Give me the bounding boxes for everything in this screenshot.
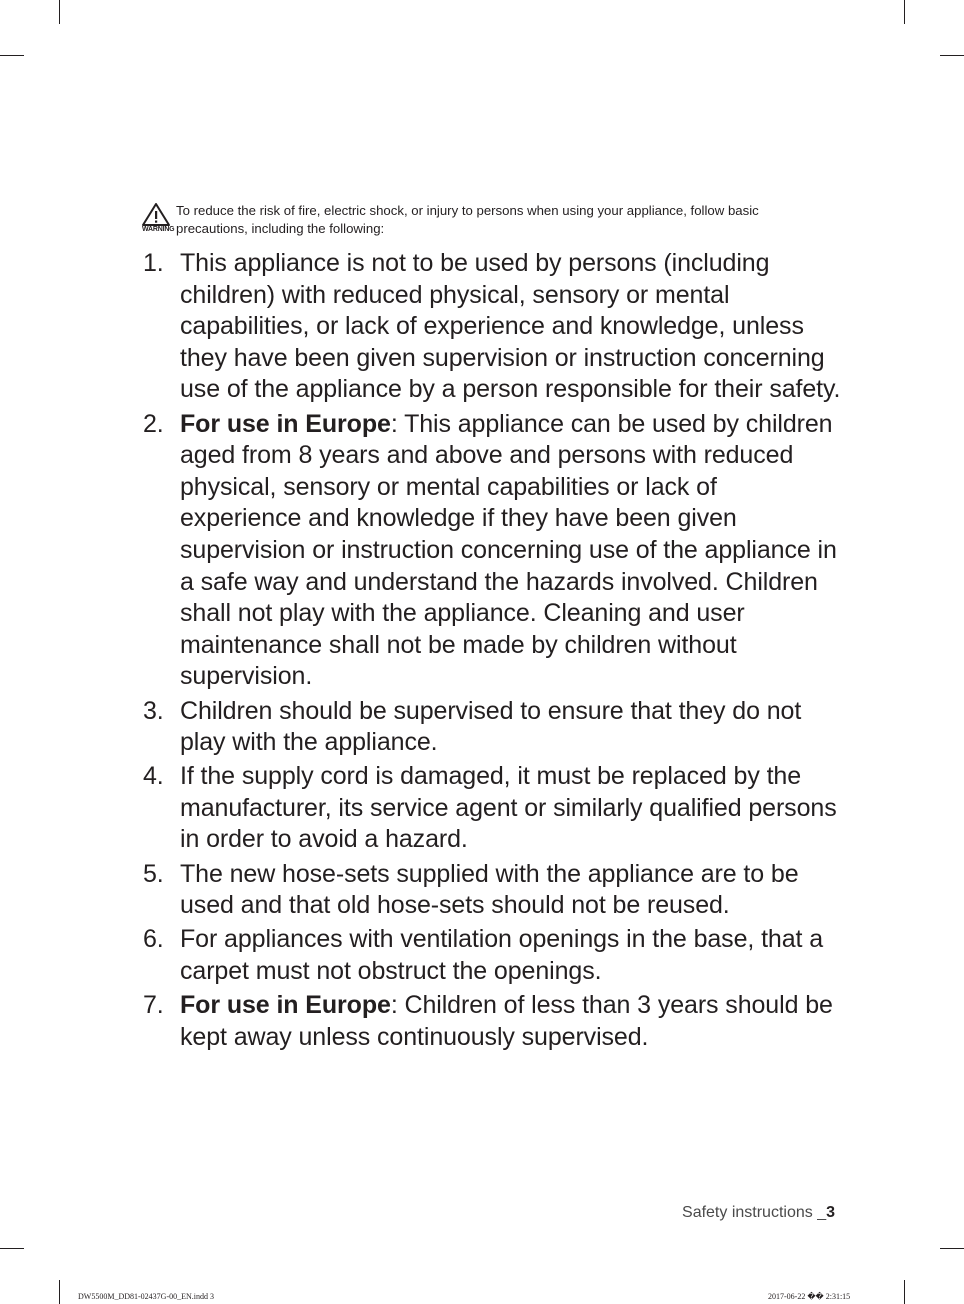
crop-mark: [0, 1248, 24, 1249]
list-item: [143, 409, 843, 693]
item-bold-prefix: For use in Europe: [180, 409, 391, 438]
safety-list: [143, 248, 843, 1056]
item-text: The new hose-sets supplied with the appliance are to be used and that old hose-sets should not be reused.: [180, 859, 799, 920]
item-number: 3.: [143, 696, 164, 725]
list-item: [143, 924, 843, 987]
item-number: 7.: [143, 991, 164, 1020]
list-item: [143, 859, 843, 922]
page-number: 3: [826, 1204, 835, 1221]
item-number: 5.: [143, 859, 164, 888]
item-number: 2.: [143, 409, 164, 438]
page-footer: [600, 1203, 835, 1223]
print-slug-file: DW5500M_DD81-02437G-00_EN.indd 3: [78, 1292, 214, 1301]
crop-mark: [59, 0, 60, 24]
section-title: Safety instructions _: [682, 1204, 827, 1221]
warning-text: To reduce the risk of fire, electric shock, or injury to persons when using your appliance, follow basic precautions, including the following:: [176, 203, 759, 236]
list-item: [143, 990, 843, 1053]
crop-mark: [940, 55, 964, 56]
crop-mark: [904, 1280, 905, 1304]
item-text: For appliances with ventilation openings in the base, that a carpet must not obstruct the openings.: [180, 925, 824, 986]
list-item: [143, 696, 843, 759]
item-bold-prefix: For use in Europe: [180, 991, 391, 1020]
item-number: 6.: [143, 925, 164, 954]
crop-mark: [904, 0, 905, 24]
warning-label: WARNING: [142, 226, 175, 233]
item-number: 1.: [143, 249, 164, 277]
print-slug-timestamp: 2017-06-22 �� 2:31:15: [768, 1292, 851, 1301]
item-text: : Children of less than 3 years should be kept away unless continuously supervised.: [180, 991, 833, 1051]
item-text: : This appliance can be used by children aged from 8 years and above and persons with reduced physical, sensory or mental capabilities or lack of experience and knowledge if they have been given supervision or instruction concerning use of the appliance in a safe way and understand the hazards involved. Children shall not play with the appliance. Cleaning and user maintenance shall not be made by children without supervision.: [180, 409, 837, 691]
item-text: If the supply cord is damaged, it must be replaced by the manufacturer, its service agent or similarly qualified persons in order to avoid a hazard.: [180, 762, 837, 854]
crop-mark: [0, 55, 24, 56]
item-text: This appliance is not to be used by persons (including children) with reduced physical, sensory or mental capabilities, or lack of experience and knowledge, unless they have been given supervision or instruction concerning use of the appliance by a person responsible for their safety.: [180, 249, 841, 404]
list-item: [143, 248, 843, 406]
list-item: [143, 761, 843, 856]
crop-mark: [59, 1280, 60, 1304]
crop-mark: [940, 1248, 964, 1249]
item-number: 4.: [143, 762, 164, 791]
item-text: Children should be supervised to ensure that they do not play with the appliance.: [180, 696, 802, 757]
